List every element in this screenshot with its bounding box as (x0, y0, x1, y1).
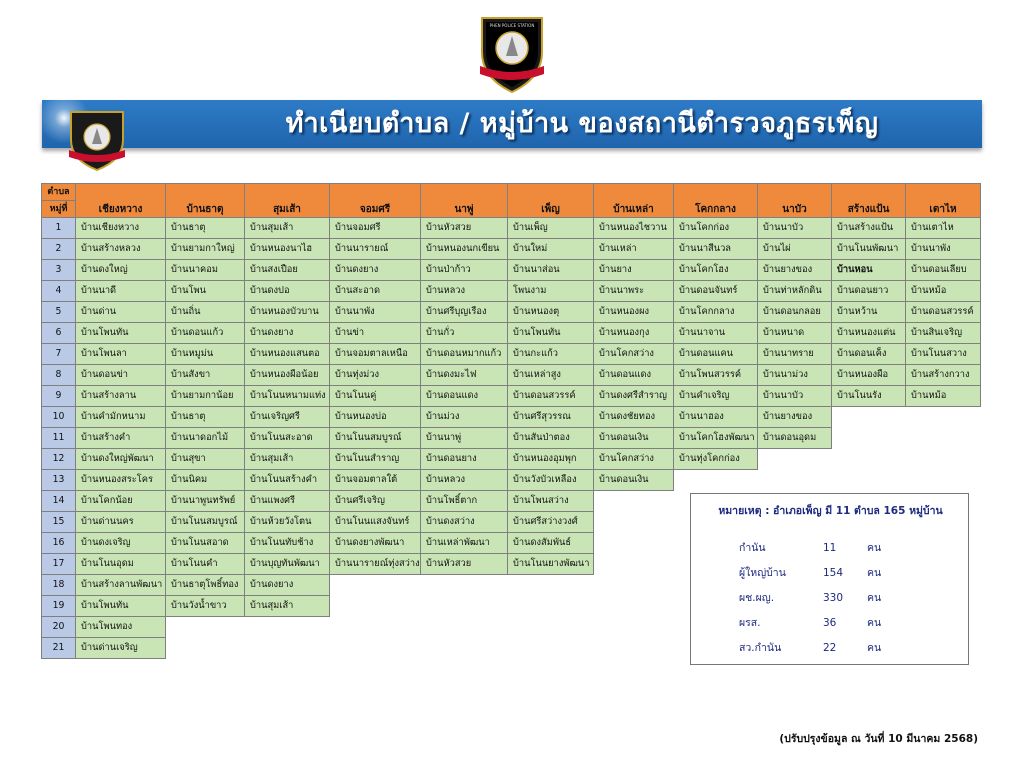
village-cell: บ้านโนนรัง (831, 385, 906, 407)
row-number: 1 (41, 217, 76, 239)
village-cell: บ้านศรีบุญเรือง (420, 301, 508, 323)
village-cell: บ้านหม้อ (905, 280, 981, 302)
village-cell: บ้านดอนสวรรค์ (507, 385, 594, 407)
village-cell: บ้านทุ่งม่วง (329, 364, 421, 386)
row-number: 12 (41, 448, 76, 470)
village-cell: บ้านทุ่งโคกก่อง (673, 448, 758, 470)
village-cell: บ้านโพนลา (75, 343, 166, 365)
village-cell: บ้านดงยาง (329, 259, 421, 281)
village-cell: บ้านโนนยางพัฒนา (507, 553, 594, 575)
column-header: เชียงหวาง (75, 183, 166, 218)
column-header: สุมเส้า (244, 183, 330, 218)
village-cell: บ้านนิคม (165, 469, 245, 491)
row-number: 2 (41, 238, 76, 260)
village-cell: บ้านไผ่ (757, 238, 832, 260)
village-cell: บ้านถิ่น (165, 301, 245, 323)
village-cell: บ้านหลวง (420, 280, 508, 302)
village-cell: บ้านนาคอม (165, 259, 245, 281)
village-cell: บ้านนารายณ์ทุ่งสว่าง (329, 553, 421, 575)
village-cell: บ้านหนองอุมพุก (507, 448, 594, 470)
village-cell: บ้านนารายณ์ (329, 238, 421, 260)
row-number: 9 (41, 385, 76, 407)
column-header: สร้างแป้น (831, 183, 906, 218)
village-cell: บ้านหนองผือ (831, 364, 906, 386)
note-unit: คน (867, 642, 882, 654)
row-number: 13 (41, 469, 76, 491)
row-number: 20 (41, 616, 76, 638)
village-cell: บ้านดอนสวรรค์ (905, 301, 981, 323)
village-cell: บ้านโคกน้อย (75, 490, 166, 512)
village-cell: บ้านหนองตุ (507, 301, 594, 323)
village-cell: บ้านสร้างลานพัฒนา (75, 574, 166, 596)
village-cell: บ้านโคกสว่าง (593, 343, 674, 365)
village-cell: บ้านกะแก้ว (507, 343, 594, 365)
village-cell: บ้านสุมเส้า (244, 448, 330, 470)
row-number: 8 (41, 364, 76, 386)
village-cell: บ้านหว้าน (831, 301, 906, 323)
village-cell: บ้านดอนเงิน (593, 427, 674, 449)
village-cell: บ้านนาพู่ (420, 427, 508, 449)
village-cell: บ้านดงยาง (244, 322, 330, 344)
village-cell: บ้านโคกโฮง (673, 259, 758, 281)
village-cell: บ้านศรีสุวรรณ (507, 406, 594, 428)
village-cell: บ้านโพนทัน (507, 322, 594, 344)
note-label: ผรส. (739, 617, 761, 629)
title-banner (42, 100, 982, 148)
village-cell: บ้านเหล่าสูง (507, 364, 594, 386)
village-cell: บ้านดงสว่าง (420, 511, 508, 533)
village-cell: บ้านโพนทัน (75, 595, 166, 617)
village-cell: บ้านหมูม่น (165, 343, 245, 365)
note-row-headman (691, 565, 970, 581)
village-cell: บ้านโนนทับช้าง (244, 532, 330, 554)
village-cell: บ้านบุญทันพัฒนา (244, 553, 330, 575)
row-number: 16 (41, 532, 76, 554)
village-cell: บ้านหนองนาไฮ (244, 238, 330, 260)
row-number: 10 (41, 406, 76, 428)
village-cell: บ้านด่านนคร (75, 511, 166, 533)
village-cell: บ้านยามกาน้อย (165, 385, 245, 407)
village-cell: บ้านสะอาด (329, 280, 421, 302)
village-cell: บ้านดอนเงิน (593, 469, 674, 491)
village-cell: บ้านท่าหลักดิน (757, 280, 832, 302)
village-cell: บ้านนาดี (75, 280, 166, 302)
village-cell: บ้านนาฮอง (673, 406, 758, 428)
village-cell: บ้านโนนสมบูรณ์ (165, 511, 245, 533)
village-cell: บ้านนาพระ (593, 280, 674, 302)
row-number: 7 (41, 343, 76, 365)
note-title: หมายเหตุ : อำเภอเพ็ญ มี 11 ตำบล 165 หมู่บ้าน (718, 505, 943, 517)
village-cell: บ้านยางของ (757, 406, 832, 428)
village-cell: บ้านดอนข่า (75, 364, 166, 386)
note-value: 36 (823, 617, 837, 629)
village-cell: บ้านจอมตาลใต้ (329, 469, 421, 491)
village-cell: บ้านดงยางพัฒนา (329, 532, 421, 554)
note-row-assistant (691, 590, 970, 606)
village-cell: บ้านหนองสระโคร (75, 469, 166, 491)
village-cell: บ้านสันป่าตอง (507, 427, 594, 449)
village-cell: บ้านดอนหมากแก้ว (420, 343, 508, 365)
village-cell: บ้านหนองบ่อ (329, 406, 421, 428)
village-cell: บ้านโนนสมบูรณ์ (329, 427, 421, 449)
village-cell: บ้านห้วยวังโตน (244, 511, 330, 533)
village-cell: บ้านโนนสอาด (165, 532, 245, 554)
village-cell: บ้านดงปอ (244, 280, 330, 302)
note-label: กำนัน (739, 542, 766, 554)
village-cell: บ้านโนนสะอาด (244, 427, 330, 449)
village-cell: บ้านม่วง (420, 406, 508, 428)
column-header: เพ็ญ (507, 183, 594, 218)
village-cell: บ้านคำมักหนาม (75, 406, 166, 428)
village-cell: บ้านสังขา (165, 364, 245, 386)
village-cell: บ้านโนนคู่ (329, 385, 421, 407)
row-number: 17 (41, 553, 76, 575)
column-header: จอมศรี (329, 183, 421, 218)
column-header: บ้านเหล่า (593, 183, 674, 218)
note-label: สว.กำนัน (739, 642, 782, 654)
update-date: (ปรับปรุงข้อมูล ณ วันที่ 10 มีนาคม 2568) (779, 733, 978, 745)
village-cell: บ้านนาพัง (905, 238, 981, 260)
village-cell: บ้านป่าก้าว (420, 259, 508, 281)
village-cell: บ้านดอนแคน (673, 343, 758, 365)
village-cell: บ้านด่าน (75, 301, 166, 323)
village-cell: บ้านหลวง (420, 469, 508, 491)
corner-subdistrict: ตำบล (41, 183, 76, 201)
village-cell: บ้านศรีเจริญ (329, 490, 421, 512)
note-unit: คน (867, 567, 882, 579)
note-row-kamnan-aide (691, 640, 970, 656)
village-cell: บ้านหนองบัวบาน (244, 301, 330, 323)
row-number: 6 (41, 322, 76, 344)
village-cell: บ้านวังน้ำขาว (165, 595, 245, 617)
note-row-security (691, 615, 970, 631)
column-header: บ้านธาตุ (165, 183, 245, 218)
village-cell: บ้านดงมะไฟ (420, 364, 508, 386)
village-cell: บ้านข่า (329, 322, 421, 344)
village-cell: บ้านหนองผือน้อย (244, 364, 330, 386)
village-cell: บ้านดอนกลอย (757, 301, 832, 323)
corner-village-no: หมู่ที่ (41, 200, 76, 218)
village-cell: บ้านธาตุโพธิ์ทอง (165, 574, 245, 596)
village-cell: บ้านเพ็ญ (507, 217, 594, 239)
row-number: 11 (41, 427, 76, 449)
village-cell: บ้านคำเจริญ (673, 385, 758, 407)
village-cell: บ้านดงศรีสำราญ (593, 385, 674, 407)
page-title: ทำเนียบตำบล / หมู่บ้าน ของสถานีตำรวจภูธรเพ็ญ (285, 108, 879, 139)
village-cell: บ้านสุขา (165, 448, 245, 470)
village-cell: บ้านแพงศรี (244, 490, 330, 512)
logo-text-top: PHEN POLICE STATION (489, 23, 535, 28)
village-cell: บ้านโคกก่อง (673, 217, 758, 239)
village-cell: บ้านยาง (593, 259, 674, 281)
village-cell: บ้านหนองผง (593, 301, 674, 323)
village-cell: บ้านเชียงหวาง (75, 217, 166, 239)
village-cell: บ้านนาทราย (757, 343, 832, 365)
village-cell: บ้านใหม่ (507, 238, 594, 260)
row-number: 4 (41, 280, 76, 302)
column-header: นาบัว (757, 183, 832, 218)
village-cell: บ้านโนนหนามแท่ง (244, 385, 330, 407)
village-cell: บ้านโนนแสงจันทร์ (329, 511, 421, 533)
note-label: ผช.ผญ. (739, 592, 775, 604)
village-cell: บ้านนาดอกไม้ (165, 427, 245, 449)
village-cell: บ้านดอนจันทร์ (673, 280, 758, 302)
village-cell: บ้านนาพัง (329, 301, 421, 323)
note-label: ผู้ใหญ่บ้าน (739, 567, 786, 579)
village-cell: บ้านเหล่า (593, 238, 674, 260)
village-cell: บ้านหนองแต่น (831, 322, 906, 344)
police-logo-banner (66, 108, 128, 172)
village-cell: บ้านยามกาใหญ่ (165, 238, 245, 260)
village-cell: บ้านหนองไชวาน (593, 217, 674, 239)
village-cell: บ้านโนนสร้างคำ (244, 469, 330, 491)
village-cell: บ้านหัวสวย (420, 217, 508, 239)
village-cell: บ้านนาบัว (757, 217, 832, 239)
village-cell: บ้านนาม่วง (757, 364, 832, 386)
village-cell: บ้านวังบัวเหลือง (507, 469, 594, 491)
village-cell: บ้านสร้างแป้น (831, 217, 906, 239)
village-cell: บ้านหนาด (757, 322, 832, 344)
row-number: 3 (41, 259, 76, 281)
column-header: เตาไห (905, 183, 981, 218)
village-cell: บ้านนาส่อน (507, 259, 594, 281)
village-cell: บ้านดอนอุดม (757, 427, 832, 449)
village-cell: บ้านโพธิ์ตาก (420, 490, 508, 512)
village-cell: บ้านสุมเส้า (244, 595, 330, 617)
village-cell: บ้านดอนแก้ว (165, 322, 245, 344)
village-cell: บ้านโนนคำ (165, 553, 245, 575)
village-cell: บ้านโพนสวรรค์ (673, 364, 758, 386)
village-cell: บ้านดงใหญ่ (75, 259, 166, 281)
village-cell: บ้านสร้างกวาง (905, 364, 981, 386)
village-cell: บ้านสงเปือย (244, 259, 330, 281)
village-cell: บ้านหม้อ (905, 385, 981, 407)
village-cell: บ้านดงใหญ่พัฒนา (75, 448, 166, 470)
village-cell: บ้านโนนสวาง (905, 343, 981, 365)
note-unit: คน (867, 592, 882, 604)
village-cell: บ้านจอมศรี (329, 217, 421, 239)
column-header: นาพู่ (420, 183, 508, 218)
row-number: 15 (41, 511, 76, 533)
village-cell: บ้านโคกสว่าง (593, 448, 674, 470)
village-cell: บ้านโนนพัฒนา (831, 238, 906, 260)
village-cell: บ้านดงสัมพันธ์ (507, 532, 594, 554)
row-number: 14 (41, 490, 76, 512)
note-value: 154 (823, 567, 844, 579)
village-cell: บ้านเตาไห (905, 217, 981, 239)
village-cell: บ้านสร้างลาน (75, 385, 166, 407)
village-cell: บ้านหนองกุง (593, 322, 674, 344)
village-cell: บ้านดอนแดง (420, 385, 508, 407)
village-cell: บ้านดอนเค็ง (831, 343, 906, 365)
row-number: 19 (41, 595, 76, 617)
note-box (690, 493, 969, 665)
village-cell: บ้านโคกโฮงพัฒนา (673, 427, 758, 449)
village-cell: บ้านโพน (165, 280, 245, 302)
village-cell: บ้านนาบัว (757, 385, 832, 407)
village-cell: บ้านโนนอุดม (75, 553, 166, 575)
village-cell: บ้านจอมตาลเหนือ (329, 343, 421, 365)
note-value: 22 (823, 642, 837, 654)
village-cell: บ้านโพนทัน (75, 322, 166, 344)
column-header: โคกกลาง (673, 183, 758, 218)
police-logo-top (476, 12, 548, 94)
village-cell: บ้านดงเจริญ (75, 532, 166, 554)
note-unit: คน (867, 542, 882, 554)
village-cell: บ้านดงชัยทอง (593, 406, 674, 428)
village-cell: บ้านโพนสว่าง (507, 490, 594, 512)
row-number: 5 (41, 301, 76, 323)
village-cell: บ้านนาจาน (673, 322, 758, 344)
note-value: 11 (823, 542, 837, 554)
village-cell: โพนงาม (507, 280, 594, 302)
village-cell: บ้านยางของ (757, 259, 832, 281)
village-cell: บ้านด่านเจริญ (75, 637, 166, 659)
village-cell: บ้านนาพูนทรัพย์ (165, 490, 245, 512)
village-cell: บ้านกั่ว (420, 322, 508, 344)
village-cell: บ้านนาสีนวล (673, 238, 758, 260)
village-cell: บ้านโคกกลาง (673, 301, 758, 323)
village-cell: บ้านโพนทอง (75, 616, 166, 638)
village-cell: บ้านดอนยาง (420, 448, 508, 470)
village-cell: บ้านสร้างหลวง (75, 238, 166, 260)
row-number: 18 (41, 574, 76, 596)
village-cell: บ้านดงยาง (244, 574, 330, 596)
row-number: 21 (41, 637, 76, 659)
village-cell: บ้านหนองนกเขียน (420, 238, 508, 260)
village-cell: บ้านดอนเลียบ (905, 259, 981, 281)
village-cell: บ้านสุมเส้า (244, 217, 330, 239)
village-cell: บ้านดอนยาว (831, 280, 906, 302)
village-cell: บ้านดอนแดง (593, 364, 674, 386)
village-cell: บ้านเหล่าพัฒนา (420, 532, 508, 554)
note-row-kamnan (691, 540, 970, 556)
village-cell: บ้านโนนสำราญ (329, 448, 421, 470)
village-cell: บ้านธาตุ (165, 217, 245, 239)
village-cell: บ้านศรีสว่างวงศ์ (507, 511, 594, 533)
village-cell: บ้านสร้างคำ (75, 427, 166, 449)
village-cell: บ้านสินเจริญ (905, 322, 981, 344)
village-cell: บ้านธาตุ (165, 406, 245, 428)
village-cell: บ้านเจริญศรี (244, 406, 330, 428)
village-cell: บ้านหนองแสนตอ (244, 343, 330, 365)
village-cell: บ้านหอน (831, 259, 906, 281)
note-unit: คน (867, 617, 882, 629)
note-value: 330 (823, 592, 844, 604)
village-cell: บ้านหัวสวย (420, 553, 508, 575)
